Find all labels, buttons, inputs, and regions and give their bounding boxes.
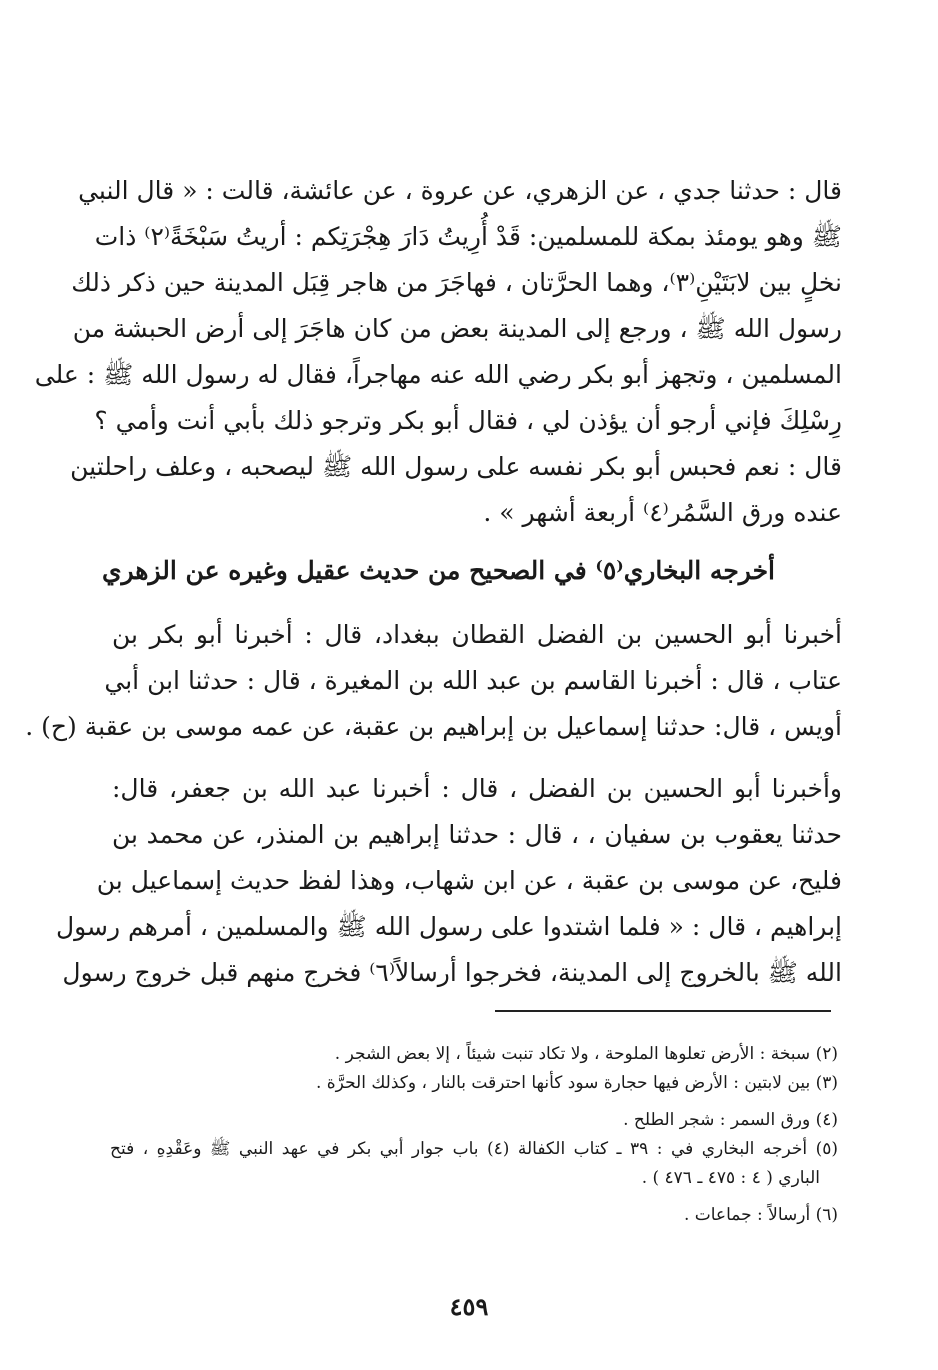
text-line: ﷺ وهو يومئذ بمكة للمسلمين: قَدْ أُرِيتُ دَارَ هِجْرَتِكم : أريتُ سَبْخَةً⁽٢⁾ ذات [94,222,842,251]
text-line: عتاب ، قال : أخبرنا القاسم بن عبد الله بن المغيرة ، قال : حدثنا ابن أبي [104,666,842,695]
text-line: حدثنا يعقوب بن سفيان ، ، قال : حدثنا إبراهيم بن المنذر، عن محمد بن [112,820,842,849]
text-line: رسول الله ﷺ ، ورجع إلى المدينة بعض من كان هاجَرَ إلى أرض الحبشة من [72,314,842,343]
footnote-divider [495,1010,831,1012]
text-line: رِسْلِكَ فإني أرجو أن يؤذن لي ، فقال أبو بكر وترجو ذلك بأبي أنت وأمي ؟ [94,406,842,435]
text-line: أخبرنا أبو الحسين بن الفضل القطان ببغداد، قال : أخبرنا أبو بكر بن [112,620,842,649]
text-line: قال : حدثنا جدي ، عن الزهري، عن عروة ، عن عائشة، قالت : « قال النبي [78,176,842,205]
text-line: قال : نعم فحبس أبو بكر نفسه على رسول الله ﷺ ليصحبه ، وعلف راحلتين [70,452,842,481]
text-line: أويس ، قال: حدثنا إسماعيل بن إبراهيم بن عقبة، عن عمه موسى بن عقبة (ح) . [25,712,842,741]
footnote-4: (٤) ورق السمر : شجر الطلح . [623,1110,838,1130]
footnote-2: (٢) سبخة : الأرض تعلوها الملوحة ، ولا تكاد تنبت شيئاً ، إلا بعض الشجر . [334,1044,838,1064]
page-number: ٤٥٩ [449,1292,489,1321]
text-line: المسلمين ، وتجهز أبو بكر رضي الله عنه مهاجراً، فقال له رسول الله ﷺ : على [34,360,842,389]
paragraph-isnad-2 [55,766,842,996]
footnote-5-continuation: الباري ( ٤ : ٤٧٥ ـ ٤٧٦ ) . [641,1168,820,1188]
source-note-heading [101,548,775,594]
text-line: إبراهيم ، قال : « فلما اشتدوا على رسول الله ﷺ والمسلمين ، أمرهم رسول [55,912,842,941]
paragraph-hadith-aisha [34,168,842,536]
footnote-6: (٦) أرسالاً : جماعات . [683,1205,838,1225]
heading-line: أخرجه البخاري⁽٥⁾ في الصحيح من حديث عقيل وغيره عن الزهري [101,556,775,585]
text-line: وأخبرنا أبو الحسين بن الفضل ، قال : أخبرنا عبد الله بن جعفر، قال: [112,774,842,803]
paragraph-isnad-1 [25,612,842,750]
footnote-3: (٣) بين لابتين : الأرض فيها حجارة سود كأنها احترقت بالنار ، وكذلك الحرَّة . [315,1073,838,1093]
text-line: نخلٍ بين لابَتَيْنِ⁽٣⁾، وهما الحرَّتان ، فهاجَرَ من هاجر قِبَل المدينة حين ذكر ذلك [71,268,842,297]
text-line: عنده ورق السَّمُر⁽٤⁾ أربعة أشهر » . [483,498,842,527]
footnote-5: (٥) أخرجه البخاري في : ٣٩ ـ كتاب الكفالة (٤) باب جوار أبي بكر في عهد النبي ﷺ وعَقْدِهِ ، فتح [110,1139,838,1159]
text-line: فليح، عن موسى بن عقبة ، عن ابن شهاب، وهذا لفظ حديث إسماعيل بن [96,866,842,895]
footnotes [110,1040,838,1230]
text-line: الله ﷺ بالخروج إلى المدينة، فخرجوا أرسالاً⁽٦⁾ فخرج منهم قبل خروج رسول [62,958,842,987]
